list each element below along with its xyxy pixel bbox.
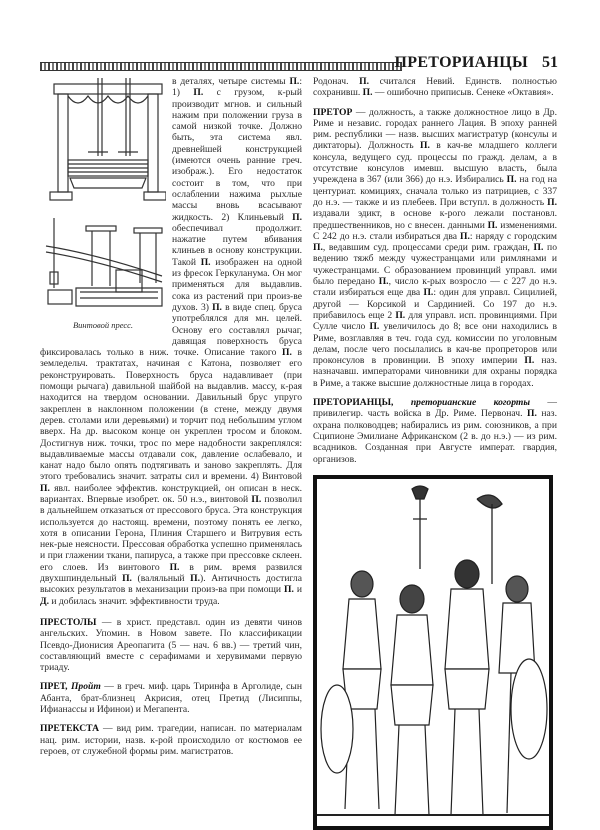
header-ornament-border (40, 62, 402, 71)
abbrev-bold: П. (533, 242, 544, 254)
abbrev-bold: П. (190, 573, 201, 585)
entry-pretexta (40, 723, 302, 757)
abbrev-bold: П. (369, 321, 380, 333)
entry-prestoly (40, 617, 302, 673)
entry-praetorians (313, 397, 557, 465)
abbrev-bold: П. (313, 242, 323, 254)
abbrev-bold: П. (547, 196, 557, 208)
abbrev-bold: П. (200, 256, 211, 268)
abbrev-bold: П. (362, 87, 373, 99)
screw-press-figure (40, 78, 166, 336)
abbrev-bold: П. (506, 174, 517, 186)
abbrev-bold: П. (122, 573, 132, 585)
abbrev-bold: П. (289, 76, 300, 87)
abbrev-bold: П. (460, 230, 470, 242)
abbrev-bold: П. (292, 211, 302, 223)
headword-variant: Пройт (70, 681, 101, 693)
entry-pret (40, 681, 302, 715)
headword: ПРЕТ, (40, 681, 68, 693)
abbrev-bold: П. (40, 482, 50, 494)
abbrev-bold: Д. (40, 595, 49, 607)
abbrev-bold: П. (359, 76, 369, 87)
praetorian-relief-illustration (313, 475, 553, 830)
entry-text: — в греч. миф. царь Тиринфа в Арголиде, сын Абанта, брат-близнец Акрисия, отец Претид (Лисиппы, Ифианассы и Ифинои) и Мегапента. (40, 681, 302, 716)
entry-text: — должность, а также должностное лицо в Др. Риме и независ. городах раннего Лация. В эпоху ранней рим. республики — назв. высших магистратур (консулы и диктаторы). Должность П. в кач-ве младшего коллеги консула, ведущего суд. процессы по гражд. делам, а в отсутствие консулов имевш. высшую власть, была учреждена в 367 (или 366) до н.э. Избирались П. на год на центуриат. комициях, сначала только из патрициев, с 337 до н.э. — также и из плебеев. При вступл. в должность П. издавали эдикт, в основе к-рого лежали постановл. предшественников, но с внесен. данными П. изменениями. С 242 до н.э. стали избираться два П.: наряду с городским П., ведавшим суд. процессами среди рим. граждан, П. по ведению тяжб между чужестранцами или римлянами и чужестранцами. С образованием провинций управл. ими было передано П., число к-рых возросло — с 227 до н.э. стали избираться еще два П.: один для управл. Сицилией, другой — Корсикой и Сардинией. Со 197 до н.э. прибавилось еще 2 П. для управл. исп. провинциями. При Сулле число П. увеличилось до 8; все они находились в Риме, возглавляя в теч. года суд. комиссии по уголовным делам, после чего посылались в кач-ве пропреторов или проконсулов в провинции. В эпоху империи П. наз. назначавш. императорами чиновники для охраны порядка в Риме, а также высшие должностные лица в городах. (313, 106, 558, 389)
abbrev-bold: П. (284, 584, 294, 596)
abbrev-bold: П. (395, 309, 406, 321)
abbrev-bold: П. (281, 347, 292, 359)
page-number: 51 (542, 54, 558, 71)
abbrev-bold: П. (212, 301, 222, 313)
abbrev-bold: П. (169, 561, 180, 573)
headword: ПРЕСТОЛЫ (40, 616, 97, 628)
abbrev-bold: П. (419, 140, 430, 152)
abbrev-bold: П. (378, 276, 389, 288)
left-column (40, 76, 302, 765)
headword: ПРЕТОРИАНЦЫ, (313, 397, 394, 409)
praetorian-guards-engraving (317, 479, 549, 826)
headword: ПРЕТЕКСТА (40, 723, 100, 735)
headword-variant: преторианские когорты (410, 397, 531, 409)
entry-pretor (313, 107, 557, 389)
headword: ПРЕТОР (313, 106, 353, 118)
abbrev-bold: П. (251, 493, 262, 505)
entry-text: — в христ. представл. один из девяти чинов ангельских. Упомин. в Новом завете. По классификации Псевдо-Дионисия Ареопагита (5 — нач. 6 вв.) — третий чин, составляющий вместе с серафимами и херувимами первую триаду. (40, 616, 302, 674)
entry-text: — привилегир. часть войска в Др. Риме. Первонач. П. наз. охрана полководцев; набирались из рим. союзников, а при Сципионе Эмилиане Африканском (2 в. до н.э.) — из рим. всадников. Созданная при Августе императ. гвардия, организов. (313, 397, 557, 465)
press-article-continuation (40, 76, 302, 607)
abbrev-bold: П. (423, 287, 434, 299)
screw-press-illustration (40, 78, 166, 318)
running-head: ПРЕТОРИАНЦЫ (394, 54, 528, 71)
abbrev-bold: П. (487, 219, 498, 231)
abbrev-bold: П. (524, 355, 535, 367)
press-article-text: в деталях, четыре системы П.: 1) П. с грузом, к-рый производит мгнов. и сильный нажим при положении груза в самой низкой точке. Должно быть, эта система явл. древнейшей конструкцией (имеются очень ранние греч. изображ.). Его недостаток состоит в том, что при ослаблении нажима рыхлые массы вновь всасывают жидкость. 2) Клиньевый П. обеспечивал продолжит. нажатие путем вбивания клиньев в основу конструкции. Такой П. изображен на одной из фресок Геркуланума. Он мог применяться для выдавлив. сока из растений при произ-ве духов. 3) П. в виде спец. бруса употреблялся для мн. целей. Основу его составлял рычаг, давящая поверхность бруса фиксировалась только в ниж. точке. Описание такого П. в земледельч. трактатах, начиная с Катона, позволяет его реконструировать. Поверхность бруса надавливает (при помощи рычага) давильной шайбой на выдавлив. массу, к-рая находится на твердом основании. Давильный брус упруго закреплен в наклонном положении (в стене, между двумя дерев. столами или деревьями) и торчит под небольшим углом вверх. На др. высоком конце он укреплен тросом и блоком. Достигнув ниж. точки, трос по мере надобности закреплялся: выдавливаемые массы отдавали сок, давление ослабевало, и канат надо было опять подтягивать и заново закреплять. Для этого требовались значит. затраты сил и времени. 4) Винтовой П. явл. наиболее эффектив. конструкцией, он описан в неск. вариантах. Впервые изобрет. ок. 50 н.э., винтовой П. позволил в дальнейшем отказаться от прессового бруса. Эта конструкция используется до настоящ. времени, поэтому понять ее легко, хотя в описании Герона, Плиния Старшего и Витрувия есть нек-рые неясности. Прессовая обработка успешно применялась и при глажении ткани, папируса, а также при прессовке склеен. его слоев. Из винтового П. в рим. время развился двухшпиндельный П. (валяльный П.). Античность достигла высоких результатов в механизации произ-ва при помощи П. и Д. и добилась значит. эффективности труда. (40, 76, 303, 607)
abbrev-bold: П. (193, 87, 204, 99)
page-header (395, 54, 558, 72)
entry-text: — вид рим. трагедии, написан. по материалам нац. рим. истории, назв. к-рой происходило от костюмов ее героев, от служебной формы рим. магистратов. (40, 723, 302, 757)
figure-caption: Винтовой пресс. (72, 320, 134, 330)
abbrev-bold: П. (527, 408, 537, 420)
right-column (313, 76, 557, 830)
pretexta-continuation: Родонач. П. считался Невий. Единств. полностью сохранивш. П. — ошибочно приписыв. Сенеке «Октавия». (313, 76, 557, 99)
